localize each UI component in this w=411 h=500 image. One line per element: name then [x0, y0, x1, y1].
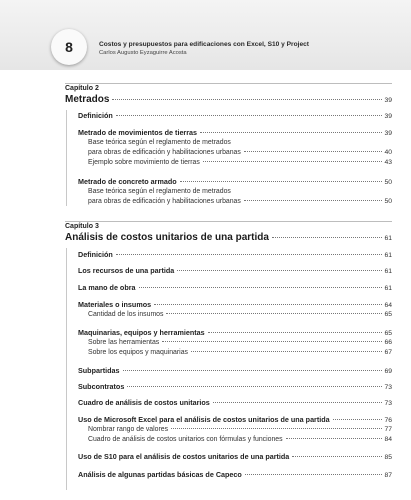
toc-page-number: 64	[384, 302, 392, 309]
dot-leader	[244, 151, 383, 152]
toc-entry-title: para obras de edificación y habilitaciones urbanas	[88, 198, 241, 205]
toc-entry[interactable]	[78, 415, 392, 424]
toc-entry-title: Uso de Microsoft Excel para el análisis de costos unitarios de una partida	[78, 415, 330, 424]
toc-page-number: 69	[384, 368, 392, 375]
toc-page-number: 43	[384, 159, 392, 166]
toc-entry-title: Base teórica según el reglamento de metrados	[88, 188, 231, 195]
toc-entry[interactable]	[88, 349, 392, 356]
dot-leader	[116, 115, 383, 116]
toc-entry[interactable]	[78, 111, 392, 120]
toc-page-number: 84	[384, 436, 392, 443]
toc-entry-title: La mano de obra	[78, 283, 136, 292]
toc-entry-title: Análisis de algunas partidas básicas de Capeco	[78, 470, 242, 479]
dot-leader	[177, 270, 382, 271]
toc-entry-title: Metrados	[65, 94, 110, 105]
dot-leader	[272, 237, 383, 238]
toc-entry-title: Maquinarias, equipos y herramientas	[78, 328, 205, 337]
toc-entry-title: Nombrar rango de valores	[88, 426, 169, 433]
toc-page-number: 50	[384, 179, 392, 186]
toc-page-number: 85	[384, 454, 392, 461]
chapter-divider	[65, 83, 392, 84]
toc-page-number: 40	[384, 149, 392, 156]
toc-entry-title: Cuadro de análisis de costos unitarios	[78, 398, 210, 407]
book-title: Costos y presupuestos para edificaciones con Excel, S10 y Project	[99, 41, 309, 48]
dot-leader	[245, 474, 383, 475]
toc-page-number: 65	[384, 311, 392, 318]
toc-entry[interactable]	[88, 339, 392, 346]
section-bracket	[66, 110, 67, 206]
dot-leader	[286, 438, 383, 439]
dot-leader	[127, 386, 382, 387]
toc-entry-title: Metrado de movimientos de tierras	[78, 128, 198, 137]
toc-entry-title: Uso de S10 para el análisis de costos unitarios de una partida	[78, 452, 290, 461]
toc-entry[interactable]	[88, 149, 392, 156]
dot-leader	[213, 402, 383, 403]
toc-entry[interactable]	[78, 328, 392, 337]
toc-page-number: 39	[384, 97, 392, 104]
toc-entry[interactable]	[88, 159, 392, 166]
dot-leader	[203, 161, 383, 162]
toc-entry[interactable]	[78, 128, 392, 137]
dot-leader	[171, 428, 382, 429]
toc-entry[interactable]	[78, 283, 392, 292]
toc-entry-title: Análisis de costos unitarios de una partida	[65, 232, 269, 243]
toc-entry[interactable]	[78, 382, 392, 391]
toc-entry[interactable]	[78, 398, 392, 407]
toc-entry-title: Definición	[78, 111, 113, 120]
toc-entry[interactable]	[88, 198, 392, 205]
toc-entry-title: Subcontratos	[78, 382, 125, 391]
toc-page-number: 39	[384, 113, 392, 120]
toc-entry[interactable]	[78, 452, 392, 461]
dot-leader	[244, 200, 383, 201]
toc-entry[interactable]	[88, 436, 392, 443]
dot-leader	[333, 419, 383, 420]
toc-page-number: 39	[384, 130, 392, 137]
toc-entry-title: para obras de edificación y habilitaciones urbanas	[88, 149, 241, 156]
dot-leader	[166, 313, 382, 314]
toc-page-number: 61	[384, 252, 392, 259]
toc-entry-title: Subpartidas	[78, 366, 120, 375]
dot-leader	[180, 181, 383, 182]
page-number-badge: 8	[51, 29, 87, 65]
page-header	[0, 0, 411, 70]
toc-entry-title: Cantidad de los insumos	[88, 311, 164, 318]
dot-leader	[112, 99, 382, 100]
section-bracket	[66, 248, 67, 490]
dot-leader	[154, 304, 382, 305]
toc-entry-title: Materiales o insumos	[78, 300, 152, 309]
toc-page-number: 67	[384, 349, 392, 356]
chapter-label: Capítulo 3	[65, 223, 99, 230]
toc-page-number: 61	[384, 268, 392, 275]
toc-entry[interactable]	[88, 426, 392, 433]
toc-page-number: 87	[384, 472, 392, 479]
toc-entry[interactable]	[78, 266, 392, 275]
toc-entry-title: Metrado de concreto armado	[78, 177, 177, 186]
toc-entry-title: Sobre las herramientas	[88, 339, 160, 346]
dot-leader	[208, 332, 383, 333]
toc-entry[interactable]	[88, 311, 392, 318]
toc-entry[interactable]	[78, 177, 392, 186]
toc-page-number: 65	[384, 330, 392, 337]
toc-page-number: 61	[384, 235, 392, 242]
book-author: Carlos Augusto Eyzaguirre Acosta	[99, 50, 187, 56]
toc-entry[interactable]	[78, 366, 392, 375]
toc-entry-title: Ejemplo sobre movimiento de tierras	[88, 159, 200, 166]
toc-page-number: 61	[384, 285, 392, 292]
chapter-divider	[65, 221, 392, 222]
toc-page-number: 66	[384, 339, 392, 346]
toc-entry[interactable]	[78, 470, 392, 479]
toc-page-number: 73	[384, 384, 392, 391]
dot-leader	[292, 456, 382, 457]
toc-page-number: 77	[384, 426, 392, 433]
dot-leader	[123, 370, 383, 371]
toc-entry-title: Base teórica según el reglamento de metrados	[88, 139, 231, 146]
toc-entry-chapter-title[interactable]	[65, 232, 392, 243]
dot-leader	[139, 287, 383, 288]
toc-entry[interactable]	[78, 300, 392, 309]
toc-entry-title: Cuadro de análisis de costos unitarios con fórmulas y funciones	[88, 436, 283, 443]
toc-entry-title: Sobre los equipos y maquinarias	[88, 349, 188, 356]
toc-entry-chapter-title[interactable]	[65, 94, 392, 105]
chapter-label: Capítulo 2	[65, 85, 99, 92]
dot-leader	[116, 254, 383, 255]
toc-entry-title: Definición	[78, 250, 113, 259]
dot-leader	[191, 351, 382, 352]
dot-leader	[200, 132, 382, 133]
dot-leader	[162, 341, 382, 342]
toc-entry-title: Los recursos de una partida	[78, 266, 175, 275]
toc-entry[interactable]	[78, 250, 392, 259]
toc-page-number: 50	[384, 198, 392, 205]
toc-page-number: 73	[384, 400, 392, 407]
toc-page-number: 76	[384, 417, 392, 424]
